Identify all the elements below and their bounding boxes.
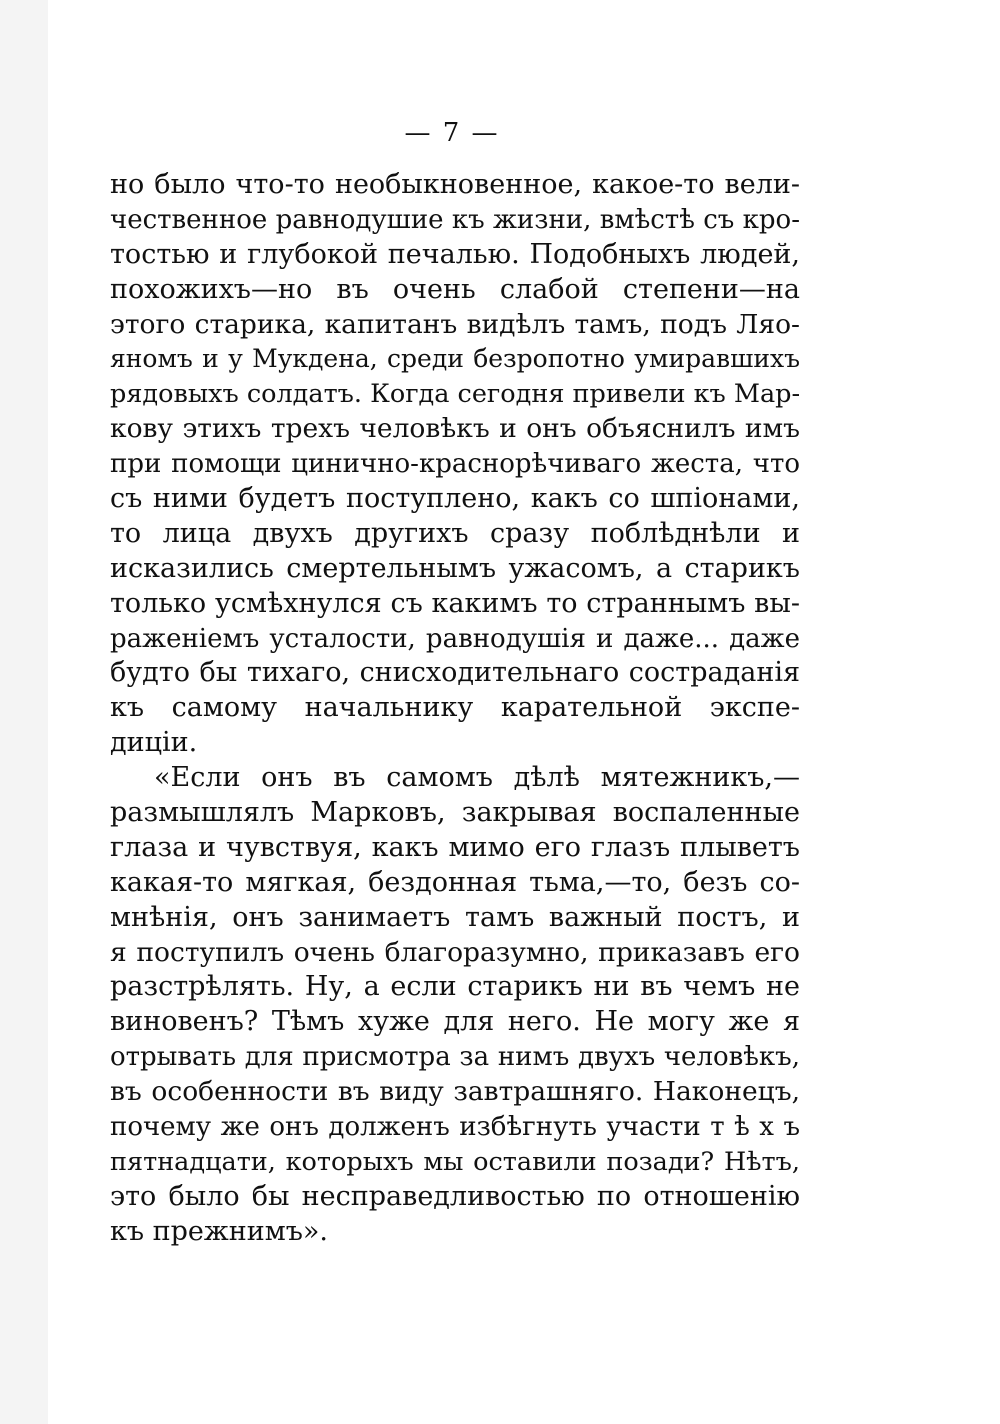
- paragraph-1: [110, 168, 800, 761]
- text-line: въ особенности въ виду завтрашняго. Наконецъ,: [110, 1076, 800, 1108]
- paragraph-2: [110, 761, 800, 1249]
- text-line: «Если онъ въ самомъ дѣлѣ мятежникъ,—: [154, 762, 800, 794]
- text-line: раженіемъ усталости, равнодушія и даже... даже: [110, 623, 800, 654]
- text-line: какая-то мягкая, бездонная тьма,—то, безъ со-: [110, 866, 800, 898]
- scan-margin-strip: [0, 0, 48, 1424]
- text-line: при помощи цинично-краснорѣчиваго жеста, что: [110, 449, 800, 480]
- text-line: глаза и чувствуя, какъ мимо его глазъ плыветъ: [110, 831, 800, 863]
- page-number: — 7 —: [404, 118, 500, 148]
- text-line: только усмѣхнулся съ какимъ то страннымъ вы-: [110, 587, 800, 619]
- text-line: чественное равнодушие къ жизни, вмѣстѣ съ кро-: [110, 204, 800, 235]
- text-line: пятнадцати, которыхъ мы оставили позади? Нѣтъ,: [110, 1146, 800, 1177]
- text-line: виновенъ? Тѣмъ хуже для него. Не могу же я: [110, 1006, 800, 1038]
- text-line: то лица двухъ другихъ сразу поблѣднѣли и: [110, 517, 800, 549]
- text-line: это было бы несправедливостью по отношенію: [110, 1180, 800, 1212]
- text-line: къ самому начальнику карательной экспе-: [110, 692, 800, 724]
- text-line: разстрѣлять. Ну, а если старикъ ни въ чемъ не: [110, 971, 800, 1003]
- text-line: кову этихъ трехъ человѣкъ и онъ объяснилъ имъ: [110, 413, 800, 445]
- text-line: этого старика, капитанъ видѣлъ тамъ, подъ Ляо-: [110, 308, 800, 340]
- page-text: [110, 168, 800, 1250]
- text-line: размышлялъ Марковъ, закрывая воспаленные: [110, 797, 800, 829]
- text-line: исказились смертельнымъ ужасомъ, а старикъ: [110, 552, 800, 584]
- text-line: будто бы тихаго, снисходительнаго состраданія: [110, 657, 800, 689]
- text-line: мнѣнія, онъ занимаетъ тамъ важный постъ, и: [110, 901, 800, 933]
- text-line: почему же онъ долженъ избѣгнуть участи т ѣ х ъ: [110, 1112, 800, 1143]
- text-line: я поступилъ очень благоразумно, приказавъ его: [110, 936, 800, 968]
- text-line: но было что-то необыкновенное, какое-то вели-: [110, 169, 800, 200]
- text-line: къ прежнимъ».: [110, 1215, 329, 1247]
- text-line: диціи.: [110, 727, 198, 759]
- text-line: яномъ и у Мукдена, среди безропотно умиравшихъ: [110, 344, 800, 374]
- text-line: отрывать для присмотра за нимъ двухъ человѣкъ,: [110, 1042, 800, 1073]
- text-line: тостью и глубокой печалью. Подобныхъ людей,: [110, 238, 800, 270]
- text-line: рядовыхъ солдатъ. Когда сегодня привели къ Мар-: [110, 379, 800, 410]
- text-line: съ ними будетъ поступлено, какъ со шпіонами,: [110, 483, 800, 515]
- text-line: похожихъ—но въ очень слабой степени—на: [110, 273, 800, 305]
